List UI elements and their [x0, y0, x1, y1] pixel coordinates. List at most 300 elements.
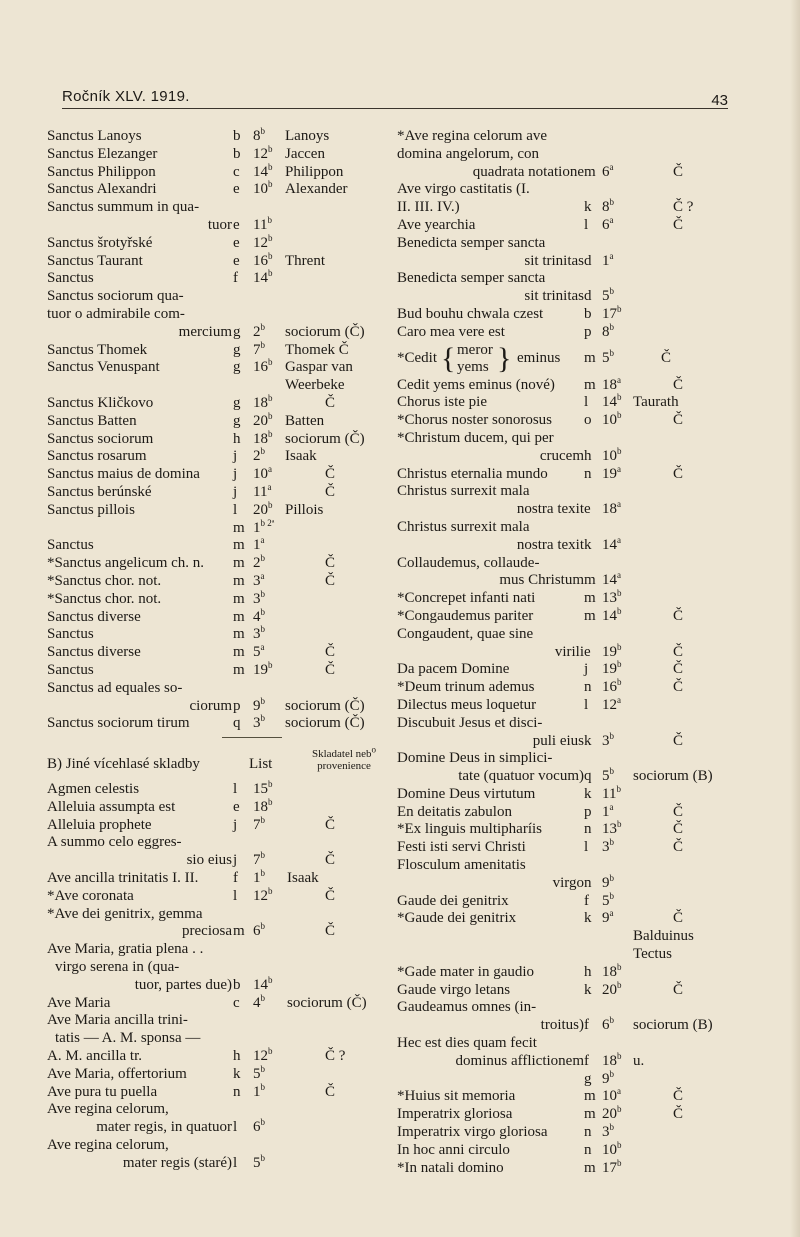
- list-item: [397, 463, 792, 484]
- list-item: [47, 1137, 392, 1155]
- entry-folio: 5$^a$: [253, 642, 265, 661]
- entry-folio: 19$^b$: [602, 641, 622, 660]
- list-item: [397, 839, 792, 857]
- entry-part: m: [584, 163, 596, 180]
- list-item: [397, 590, 792, 608]
- entry-title: Sanctus: [47, 661, 94, 678]
- list-item: [397, 1124, 792, 1142]
- list-item: [397, 161, 792, 182]
- list-item: [397, 181, 792, 199]
- entry-folio: 20$^b$: [602, 1104, 622, 1123]
- entry-part: n: [584, 1124, 592, 1141]
- entry-title: Ave ancilla trinitatis I. II.: [47, 870, 199, 887]
- list-item: [397, 394, 792, 412]
- entry-title: tuor, partes due): [134, 976, 232, 993]
- list-item: [397, 555, 792, 573]
- entry-title: Ave pura tu puella: [47, 1083, 158, 1100]
- entry-author: Batten: [285, 412, 325, 429]
- entry-title: Gaude virgo letans: [397, 981, 511, 998]
- list-item: [397, 250, 792, 271]
- entry-folio: 2$^b$: [253, 553, 265, 572]
- list-item: [397, 519, 792, 537]
- entry-title: Sanctus sociorum tirum: [47, 715, 190, 732]
- entry-author: sociorum (Č): [285, 323, 365, 340]
- entry-folio: 1$^b$: [253, 868, 265, 887]
- entry-folio: 5$^b$: [602, 766, 614, 785]
- list-item: [47, 339, 392, 360]
- list-item: [397, 910, 792, 928]
- list-item: [397, 626, 792, 644]
- list-item: [47, 321, 392, 342]
- entry-part: m: [233, 661, 245, 678]
- entry-part: n: [233, 1083, 241, 1100]
- list-item: [47, 250, 392, 271]
- entry-folio: 10$^b$: [602, 445, 622, 464]
- entry-title: ciorum: [189, 697, 232, 714]
- entry-part: c: [233, 994, 240, 1011]
- entry-part: m: [233, 572, 245, 589]
- entry-title: nostra texit: [516, 501, 584, 518]
- entry-folio: 3$^b$: [602, 730, 614, 749]
- entry-part: k: [584, 910, 592, 927]
- entry-author: sociorum (Č): [285, 430, 365, 447]
- section-b-title: B) Jiné vícehlasé skladby: [47, 756, 200, 773]
- entry-part: m: [233, 519, 245, 536]
- entry-author: Č: [673, 1088, 684, 1105]
- entry-title: Sanctus Taurant: [47, 252, 143, 269]
- author-column-label: [291, 744, 397, 773]
- entry-author: Č: [325, 887, 336, 904]
- list-item: [47, 644, 392, 662]
- author-label-line2: provenience: [317, 760, 371, 773]
- entry-title: Benedicta semper sancta: [397, 270, 546, 287]
- page-number: 43: [711, 92, 728, 109]
- entry-folio: 3$^b$: [253, 713, 265, 732]
- entry-title: *Christum ducem, qui per: [397, 429, 554, 446]
- entry-title: *Gaude dei genitrix: [397, 910, 517, 927]
- list-item: [47, 481, 392, 502]
- entry-author: Č: [325, 394, 336, 411]
- entry-folio: 10$^b$: [602, 1139, 622, 1158]
- list-item: [47, 814, 392, 835]
- entry-folio: 16$^b$: [253, 357, 273, 376]
- entry-title: Chorus iste pie: [397, 394, 487, 411]
- author-label-sup: o: [371, 744, 377, 755]
- entry-folio: 1$^a$: [602, 250, 614, 269]
- entry-title: tatis — A. M. sponsa —: [55, 1030, 201, 1047]
- entry-title: Sanctus: [47, 537, 94, 554]
- entry-part: e: [233, 798, 240, 815]
- entry-part: m: [584, 590, 596, 607]
- entry-title: Alleluia assumpta est: [47, 798, 176, 815]
- entry-author: Č: [673, 465, 684, 482]
- list-item: [397, 321, 792, 342]
- entry-author: Isaak: [285, 448, 317, 465]
- entry-part: n: [584, 679, 592, 696]
- entry-author: Č: [673, 412, 684, 429]
- entry-title: sit trinitas: [524, 252, 584, 269]
- list-item: [47, 974, 392, 995]
- entry-part: l: [584, 394, 589, 411]
- entry-title: Sanctus summum in qua-: [47, 199, 200, 216]
- entry-title: crucem: [539, 447, 584, 464]
- entry-title: Ave yearchia: [397, 216, 476, 233]
- list-item: [47, 941, 392, 959]
- entry-title: Sanctus: [47, 626, 94, 643]
- entry-part: n: [584, 874, 592, 891]
- list-item: [397, 128, 792, 146]
- entry-author: Č: [673, 981, 684, 998]
- entry-folio: 12$^b$: [253, 885, 273, 904]
- list-item: [397, 412, 792, 430]
- list-item: [47, 992, 392, 1013]
- entry-part: e: [233, 216, 240, 233]
- entry-part: m: [233, 555, 245, 572]
- list-item: [397, 534, 792, 555]
- entry-folio: 12$^b$: [253, 232, 273, 251]
- entry-part: e: [233, 181, 240, 198]
- entry-title: Domine Deus virtutum: [397, 785, 536, 802]
- list-item: [47, 1012, 392, 1030]
- entry-folio: 8$^b$: [253, 126, 265, 144]
- list-item: [47, 680, 392, 698]
- entry-part: j: [233, 466, 238, 483]
- list-item: [47, 270, 392, 288]
- right-list-1: [397, 128, 792, 342]
- entry-part: m: [584, 572, 596, 589]
- entry-folio: 6$^b$: [602, 1015, 614, 1034]
- entry-title: Imperatrix virgo gloriosa: [397, 1124, 548, 1141]
- entry-title: Hec est dies quam fecit: [397, 1035, 537, 1052]
- list-item: [397, 821, 792, 839]
- entry-part: h: [233, 1048, 241, 1065]
- entry-author: Tectus: [633, 946, 672, 963]
- list-item: [47, 715, 392, 733]
- entry-part: q: [584, 768, 592, 785]
- header-rule: [62, 108, 728, 109]
- entry-title: preciosa: [182, 923, 232, 940]
- entry-folio: 14$^b$: [602, 392, 622, 411]
- entry-author: Weerbeke: [285, 377, 345, 394]
- entry-part: n: [584, 821, 592, 838]
- entry-folio: 14$^b$: [602, 605, 622, 624]
- entry-part: b: [233, 976, 241, 993]
- entry-part: n: [584, 465, 592, 482]
- entry-part: f: [584, 1052, 589, 1069]
- entry-folio: 2$^b$: [253, 321, 265, 340]
- entry-title: *In natali domino: [397, 1159, 504, 1176]
- list-item: [47, 377, 392, 395]
- entry-author: sociorum (Č): [285, 697, 365, 714]
- entry-title: Ave virgo castitatis (I.: [397, 181, 530, 198]
- entry-part: j: [233, 816, 238, 833]
- entry-title: Sanctus Lanoys: [47, 128, 142, 144]
- entry-title: virgo: [552, 874, 584, 891]
- entry-part: m: [584, 1106, 596, 1123]
- entry-part: j: [233, 852, 238, 869]
- list-item: [47, 161, 392, 182]
- entry-title: *Concrepet infanti nati: [397, 590, 536, 607]
- list-item: [397, 1106, 792, 1124]
- list-item: [397, 694, 792, 715]
- list-item: [47, 181, 392, 199]
- entry-author: sociorum (Č): [287, 994, 367, 1011]
- entry-title: Gaudeamus omnes (in-: [397, 999, 537, 1016]
- entry-folio: 15$^b$: [253, 779, 273, 798]
- entry-folio: 18$^b$: [602, 1050, 622, 1069]
- entry-part: g: [233, 323, 241, 340]
- entry-folio: 9$^b$: [253, 695, 265, 714]
- entry-folio: 19$^a$: [602, 463, 621, 482]
- entry-title: Ave regina celorum,: [47, 1101, 169, 1118]
- entry-folio: 16$^b$: [602, 677, 622, 696]
- entry-folio: 11$^a$: [253, 481, 272, 500]
- entry-folio: 5$^b$: [602, 286, 614, 305]
- entry-author: Č ?: [673, 199, 694, 216]
- cedit-variant-2: yems: [457, 358, 489, 375]
- entry-folio: 1$^a$: [602, 801, 614, 820]
- entry-title: virili: [554, 643, 584, 660]
- entry-title: *Sanctus chor. not.: [47, 590, 162, 607]
- entry-author: sociorum (Č): [285, 715, 365, 732]
- entry-title: Agmen celestis: [47, 781, 140, 798]
- entry-folio: 8$^b$: [602, 321, 614, 340]
- entry-part: e: [584, 501, 591, 518]
- entry-author: Č: [325, 572, 336, 589]
- entry-author: Č: [673, 839, 684, 856]
- entry-part: q: [233, 715, 241, 732]
- entry-part: n: [584, 1141, 592, 1158]
- entry-folio: 3$^b$: [602, 837, 614, 856]
- section-b-header: [47, 746, 392, 781]
- entry-folio: 17$^b$: [602, 1157, 622, 1176]
- list-item: [47, 288, 392, 306]
- list-item: [397, 661, 792, 679]
- list-item: [47, 796, 392, 817]
- entry-part: j: [233, 483, 238, 500]
- list-item: [47, 870, 392, 888]
- list-item: [47, 923, 392, 941]
- entry-part: l: [233, 887, 238, 904]
- entry-title: *Ave coronata: [47, 887, 134, 904]
- list-item: [397, 483, 792, 501]
- sanctus-list: [47, 128, 392, 733]
- entry-title: Caro mea vere est: [397, 323, 505, 340]
- entry-part: m: [233, 644, 245, 661]
- entry-folio: 18$^b$: [253, 392, 273, 411]
- entry-title: Festi isti servi Christi: [397, 839, 526, 856]
- entry-part: m: [233, 590, 245, 607]
- entry-part: d: [584, 252, 592, 269]
- entry-folio: 5$^b$: [253, 1152, 265, 1171]
- entry-title: Ave Maria, offertorium: [47, 1065, 187, 1082]
- entry-author: Č: [673, 910, 684, 927]
- entry-title: dominus afflictionem: [455, 1052, 584, 1069]
- entry-part: j: [584, 661, 589, 678]
- list-item: [397, 730, 792, 751]
- entry-title: Sanctus maius de domina: [47, 466, 200, 483]
- cedit-prefix: *Cedit: [397, 349, 437, 366]
- entry-title: Sanctus: [47, 270, 94, 287]
- list-item: [397, 857, 792, 875]
- entry-title: Da pacem Domine: [397, 661, 510, 678]
- entry-part: m: [233, 626, 245, 643]
- entry-author: Č: [673, 607, 684, 624]
- entry-title: Christus surrexit mala: [397, 518, 530, 535]
- entry-title: virgo serena in (qua-: [55, 959, 180, 976]
- entry-author: Alexander: [285, 181, 348, 198]
- entry-folio: 14$^a$: [602, 534, 621, 553]
- entry-title: Sanctus Alexandri: [47, 181, 157, 198]
- list-item: [397, 715, 792, 733]
- list-item: [397, 374, 792, 395]
- list-item: [47, 143, 392, 164]
- entry-folio: 6$^b$: [253, 921, 265, 940]
- entry-folio: 14$^b$: [253, 268, 273, 287]
- list-item: [397, 146, 792, 164]
- entry-part: k: [233, 1065, 241, 1082]
- entry-author: Č: [325, 816, 336, 833]
- entry-title: Sanctus sociorum qua-: [47, 288, 184, 305]
- entry-author: Isaak: [287, 870, 319, 887]
- entry-folio: 10$^b$: [602, 410, 622, 429]
- entry-part: h: [584, 447, 592, 464]
- list-item: [47, 410, 392, 431]
- entry-title: A. M. ancilla tr.: [47, 1048, 142, 1065]
- list-item: [47, 214, 392, 235]
- list-item: [47, 885, 392, 906]
- entry-title: Flosculum amenitatis: [397, 857, 526, 874]
- entry-folio: 19$^b$: [253, 659, 273, 678]
- entry-title: *Congaudemus pariter: [397, 607, 534, 624]
- entry-folio: 12$^b$: [253, 143, 273, 162]
- entry-folio: 20$^b$: [253, 410, 273, 429]
- list-item: [397, 199, 792, 217]
- brace-open: {: [441, 341, 456, 375]
- entry-folio: 5$^b$: [602, 347, 614, 366]
- list-item: [47, 1048, 392, 1066]
- entry-author: Č: [325, 555, 336, 572]
- entry-title: tuor o admirabile com-: [47, 305, 185, 322]
- entry-folio: 20$^b$: [253, 499, 273, 518]
- entry-folio: 18$^b$: [253, 428, 273, 447]
- list-item: [397, 928, 792, 946]
- list-item: [47, 232, 392, 253]
- entry-author: Č: [325, 483, 336, 500]
- list-item: [397, 1139, 792, 1160]
- entry-part: p: [233, 697, 241, 714]
- entry-title: Discubuit Jesus et disci-: [397, 714, 543, 731]
- entry-author: sociorum (B): [633, 1017, 713, 1034]
- author-label-line1: Skladatel neb: [311, 748, 372, 761]
- entry-title: *Ave dei genitrix, gemma: [47, 905, 203, 922]
- list-item: [397, 270, 792, 288]
- entry-title: Ave Maria: [47, 994, 111, 1011]
- section-separator: [222, 737, 282, 738]
- entry-folio: 18$^b$: [253, 796, 273, 815]
- entry-author: Č: [673, 643, 684, 660]
- entry-folio: 19$^b$: [602, 659, 622, 678]
- entry-title: In hoc anni circulo: [397, 1141, 510, 1158]
- entry-title: nostra texit: [516, 536, 584, 553]
- entry-title: Ave Maria ancilla trini-: [47, 1012, 188, 1029]
- entry-part: l: [233, 1119, 238, 1136]
- list-item: [47, 1030, 392, 1048]
- entry-author: Č: [673, 1106, 684, 1123]
- list-item: [47, 906, 392, 924]
- entry-part: m: [584, 349, 596, 366]
- list-item: [397, 1088, 792, 1106]
- list-item: [397, 303, 792, 324]
- entry-title: Benedicta semper sancta: [397, 234, 546, 251]
- entry-folio: 1$^a$: [253, 535, 265, 554]
- entry-folio: 14$^b$: [253, 161, 273, 180]
- entry-author: Balduinus: [633, 928, 694, 945]
- entry-folio: 7$^b$: [253, 814, 265, 833]
- entry-title: *Sanctus chor. not.: [47, 572, 162, 589]
- entry-part: g: [584, 1070, 592, 1087]
- journal-volume: Ročník XLV. 1919.: [62, 88, 190, 105]
- list-item: [47, 359, 392, 377]
- entry-folio: 9$^b$: [602, 872, 614, 891]
- entry-title: tuor: [207, 216, 232, 233]
- entry-title: Sanctus diverse: [47, 644, 141, 661]
- entry-part: l: [584, 216, 589, 233]
- list-item: [47, 466, 392, 484]
- list-item: [397, 979, 792, 1000]
- entry-title: *Deum trinum ademus: [397, 679, 535, 696]
- entry-part: f: [233, 870, 238, 887]
- entry-title: Sanctus Kličkovo: [47, 394, 154, 411]
- entry-part: p: [584, 803, 592, 820]
- entry-part: k: [584, 536, 592, 553]
- entry-title: Sanctus Thomek: [47, 341, 148, 358]
- b-list: [47, 781, 392, 1173]
- entry-part: k: [584, 199, 592, 216]
- entry-part: f: [584, 1017, 589, 1034]
- list-item: [47, 1063, 392, 1084]
- list-item: [397, 288, 792, 306]
- entry-folio: 18$^a$: [602, 374, 621, 393]
- list-item: [397, 1050, 792, 1071]
- entry-folio: 3$^b$: [602, 1122, 614, 1141]
- list-item: [397, 768, 792, 786]
- entry-title: Ave Maria, gratia plena . .: [47, 941, 204, 958]
- entry-folio: 20$^b$: [602, 979, 622, 998]
- entry-part: g: [233, 394, 241, 411]
- list-item: [47, 555, 392, 573]
- entry-folio: 12$^b$: [253, 1046, 273, 1065]
- entry-title: mater regis, in quatuor: [96, 1119, 232, 1136]
- list-item: [47, 306, 392, 324]
- entry-part: h: [584, 963, 592, 980]
- entry-author: Gaspar van: [285, 359, 353, 376]
- list-item: [47, 199, 392, 217]
- entry-author: Č: [673, 821, 684, 838]
- brace-close: }: [497, 341, 512, 375]
- entry-title: Sanctus Elezanger: [47, 145, 158, 162]
- entry-part: m: [584, 1088, 596, 1105]
- entry-title: *Huius sit memoria: [397, 1088, 516, 1105]
- entry-title: En deitatis zabulon: [397, 803, 512, 820]
- entry-title: Congaudent, quae sine: [397, 625, 534, 642]
- list-column-label: List: [249, 756, 273, 773]
- entry-part: e: [233, 234, 240, 251]
- list-item: [397, 999, 792, 1017]
- entry-author: Č: [673, 732, 684, 749]
- entry-folio: 9$^b$: [602, 1068, 614, 1087]
- entry-folio: 5$^b$: [602, 890, 614, 909]
